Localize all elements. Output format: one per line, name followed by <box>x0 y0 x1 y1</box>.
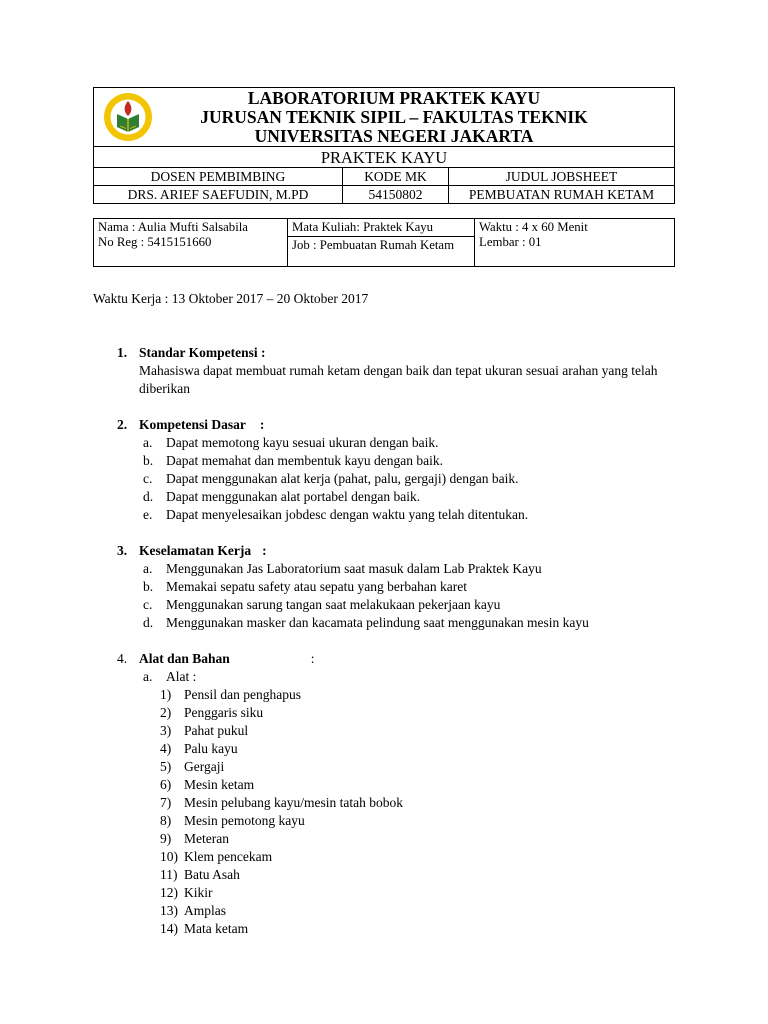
list-item-text: Mesin ketam <box>184 777 255 792</box>
work-period: Waktu Kerja : 13 Oktober 2017 – 20 Oktober 2017 <box>93 291 369 306</box>
alat-heading <box>0 668 768 686</box>
value-kode-mk: 54150802 <box>343 186 449 204</box>
list-item-text: Penggaris siku <box>184 705 264 720</box>
list-item-text: Menggunakan masker dan kacamata pelindung saat menggunakan mesin kayu <box>166 615 589 630</box>
label-dosen: DOSEN PEMBIMBING <box>94 168 343 186</box>
list-item <box>0 866 768 884</box>
duration: Waktu : 4 x 60 Menit <box>479 220 588 234</box>
list-item <box>0 470 768 488</box>
list-item-text: Mata ketam <box>184 921 249 936</box>
course-name: Mata Kuliah: Praktek Kayu <box>288 219 474 237</box>
list-item-text: Meteran <box>184 831 229 846</box>
section-title: Kompetensi Dasar <box>139 417 246 432</box>
list-item <box>0 596 768 614</box>
list-marker: 7) <box>160 795 172 810</box>
list-marker: c. <box>143 597 153 612</box>
list-item-text: Batu Asah <box>184 867 240 882</box>
list-item-text: Pensil dan penghapus <box>184 687 301 702</box>
list-item <box>0 776 768 794</box>
list-item <box>0 704 768 722</box>
label-judul-jobsheet: JUDUL JOBSHEET <box>449 168 675 186</box>
list-marker: 2) <box>160 705 172 720</box>
list-marker: 14) <box>160 921 178 936</box>
course-cell <box>288 219 475 267</box>
alat-title: Alat : <box>166 669 197 684</box>
list-item <box>0 758 768 776</box>
list-item <box>0 722 768 740</box>
value-dosen: DRS. ARIEF SAEFUDIN, M.PD <box>94 186 343 204</box>
list-marker: 1) <box>160 687 172 702</box>
section-colon: : <box>259 417 265 432</box>
section-standar-kompetensi <box>0 344 768 398</box>
list-marker: a. <box>143 435 153 450</box>
section-title: Keselamatan Kerja <box>139 543 252 558</box>
section-text: Mahasiswa dapat membuat rumah ketam dengan baik dan tepat ukuran sesuai arahan yang telah diberikan <box>139 363 658 396</box>
list-marker: 11) <box>160 867 178 882</box>
list-item <box>0 920 768 938</box>
list-item-text: Gergaji <box>184 759 225 774</box>
list-marker: 9) <box>160 831 172 846</box>
list-item-text: Menggunakan sarung tangan saat melakukaan pekerjaan kayu <box>166 597 501 612</box>
section-keselamatan-kerja <box>0 542 768 632</box>
list-item-text: Dapat memahat dan membentuk kayu dengan baik. <box>166 453 444 468</box>
time-cell <box>475 219 675 267</box>
list-item-text: Memakai sepatu safety atau sepatu yang berbahan karet <box>166 579 467 594</box>
list-marker: 3) <box>160 723 172 738</box>
student-cell <box>94 219 288 267</box>
kompetensi-list <box>0 434 768 524</box>
label-kode-mk: KODE MK <box>343 168 449 186</box>
university-logo-icon <box>103 92 153 142</box>
list-marker: b. <box>143 453 154 468</box>
list-marker: 5) <box>160 759 172 774</box>
list-item-text: Palu kayu <box>184 741 238 756</box>
value-judul-jobsheet: PEMBUATAN RUMAH KETAM <box>449 186 675 204</box>
list-item-text: Pahat pukul <box>184 723 249 738</box>
list-item-text: Kikir <box>184 885 213 900</box>
list-item-text: Dapat menggunakan alat kerja (pahat, palu, gergaji) dengan baik. <box>166 471 519 486</box>
section-title: Alat dan Bahan <box>139 651 230 666</box>
section-title: Standar Kompetensi : <box>139 345 266 360</box>
list-item-text: Klem pencekam <box>184 849 273 864</box>
list-item <box>0 506 768 524</box>
list-marker: 8) <box>160 813 172 828</box>
list-item <box>0 830 768 848</box>
list-marker: 6) <box>160 777 172 792</box>
section-colon: : <box>262 543 267 558</box>
list-item-text: Dapat menyelesaikan jobdesc dengan waktu yang telah ditentukan. <box>166 507 529 522</box>
list-item-text: Menggunakan Jas Laboratorium saat masuk dalam Lab Praktek Kayu <box>166 561 542 576</box>
student-reg: No Reg : 5415151660 <box>98 235 212 249</box>
list-item <box>0 434 768 452</box>
university-title: UNIVERSITAS NEGERI JAKARTA <box>254 126 534 146</box>
department-title: JURUSAN TEKNIK SIPIL – FAKULTAS TEKNIK <box>200 107 588 127</box>
header-title-cell <box>94 88 675 147</box>
list-marker: 10) <box>160 849 178 864</box>
list-marker: a. <box>143 669 153 684</box>
alat-list <box>0 686 768 938</box>
section-colon: : <box>310 651 315 666</box>
list-item-text: Amplas <box>184 903 226 918</box>
section-number: 1. <box>117 345 128 360</box>
student-name: Nama : Aulia Mufti Salsabila <box>98 220 248 234</box>
list-item-text: Mesin pemotong kayu <box>184 813 305 828</box>
list-item <box>0 740 768 758</box>
list-item <box>0 686 768 704</box>
section-number: 3. <box>117 543 128 558</box>
praktek-title: PRAKTEK KAYU <box>94 147 675 168</box>
sheet-number: Lembar : 01 <box>479 235 542 249</box>
list-marker: 12) <box>160 885 178 900</box>
list-item <box>0 452 768 470</box>
safety-list <box>0 560 768 632</box>
list-item <box>0 488 768 506</box>
list-item-text: Mesin pelubang kayu/mesin tatah bobok <box>184 795 403 810</box>
lab-title: LABORATORIUM PRAKTEK KAYU <box>247 88 541 108</box>
list-item-text: Dapat menggunakan alat portabel dengan baik. <box>166 489 421 504</box>
content <box>0 344 768 956</box>
list-marker: 4) <box>160 741 172 756</box>
list-item <box>0 848 768 866</box>
info-table <box>93 218 675 267</box>
list-marker: c. <box>143 471 153 486</box>
list-marker: d. <box>143 615 154 630</box>
list-item <box>0 578 768 596</box>
header-table <box>93 87 675 204</box>
section-alat-bahan <box>0 650 768 938</box>
section-number: 2. <box>117 417 128 432</box>
section-number: 4. <box>117 651 128 666</box>
list-item <box>0 884 768 902</box>
list-item-text: Dapat memotong kayu sesuai ukuran dengan baik. <box>166 435 439 450</box>
list-item <box>0 794 768 812</box>
list-marker: e. <box>143 507 153 522</box>
list-item <box>0 812 768 830</box>
list-marker: b. <box>143 579 154 594</box>
list-item <box>0 902 768 920</box>
section-kompetensi-dasar <box>0 416 768 524</box>
list-marker: a. <box>143 561 153 576</box>
list-item <box>0 560 768 578</box>
list-marker: d. <box>143 489 154 504</box>
job-name: Job : Pembuatan Rumah Ketam <box>292 238 455 252</box>
list-item <box>0 614 768 632</box>
list-marker: 13) <box>160 903 178 918</box>
